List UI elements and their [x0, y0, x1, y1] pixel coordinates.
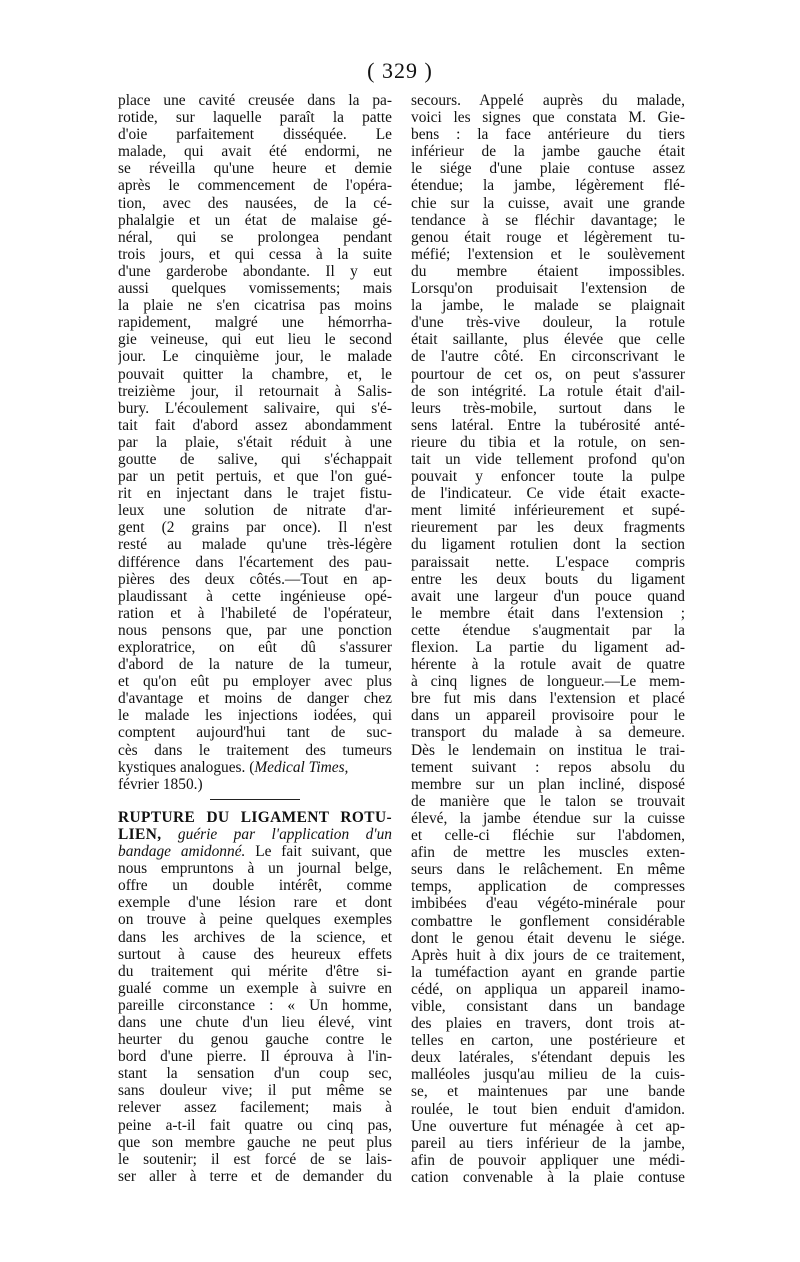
- text-line: le membre était dans l'extension ;: [411, 604, 685, 622]
- citation-line: [118, 759, 392, 776]
- text-line: de l'indicateur. Ce vide était exacte-: [411, 485, 685, 503]
- text-line: jour. Le cinquième jour, le malade: [118, 348, 392, 366]
- text-line: nous empruntons à un journal belge,: [118, 860, 392, 878]
- text-line: ment limité inférieurement et supé-: [411, 502, 685, 520]
- text-line: gualé comme un exemple à suivre en: [118, 979, 392, 997]
- text-line: exemple d'une lésion rare et dont: [118, 894, 392, 912]
- text-line: offre un double intérêt, comme: [118, 877, 392, 895]
- left-paragraph-2: [118, 860, 392, 1185]
- text-line: peine a-t-il fait quatre ou cinq pas,: [118, 1116, 392, 1134]
- text-line: d'une très-vive douleur, la rotule: [411, 314, 685, 332]
- text-line: place une cavité creusée dans la pa-: [118, 92, 392, 109]
- text-line: tendance à se fléchir davantage; le: [411, 211, 685, 229]
- text-line: bens : la face antérieure du tiers: [411, 126, 685, 144]
- text-line: la plaie ne s'en cicatrisa pas moins: [118, 297, 392, 315]
- text-line: resté au malade qu'une très-légère: [118, 536, 392, 554]
- section-subtitle-end: bandage amidonné.: [118, 843, 246, 861]
- text-line: chie sur la cuisse, avait une grande: [411, 194, 685, 212]
- text-line: de manière que le talon se trouvait: [411, 792, 685, 810]
- text-line: cès dans le traitement des tumeurs: [118, 741, 392, 759]
- text-line: Lorsqu'on produisait l'extension de: [411, 280, 685, 298]
- text-line: du membre étaient impossibles.: [411, 262, 685, 280]
- text-line: rapidement, malgré une hémorrha-: [118, 314, 392, 332]
- text-line: combattre le gonflement considérable: [411, 912, 685, 930]
- section-heading-line-2: [118, 826, 392, 843]
- text-line: la tuméfaction ayant en grande partie: [411, 963, 685, 981]
- text-line: stant la sensation d'un coup sec,: [118, 1065, 392, 1083]
- text-line: se, et maintenues par une bande: [411, 1083, 685, 1101]
- section-subtitle: guérie par l'application d'un: [161, 825, 392, 843]
- text-line: pouvait quitter la chambre, et, le: [118, 365, 392, 383]
- text-line: Une ouverture fut ménagée à cet ap-: [411, 1117, 685, 1135]
- text-line: que son membre gauche ne peut plus: [118, 1133, 392, 1151]
- text-line: tait un vide tellement profond qu'on: [411, 450, 685, 468]
- text-line: vible, consistant dans un bandage: [411, 997, 685, 1015]
- text-line: rotide, sur laquelle paraît la patte: [118, 109, 392, 127]
- text-line: trois jours, et qui cessa à la suite: [118, 245, 392, 263]
- section-heading-line-1: [118, 809, 392, 826]
- text-line: sans douleur vive; il put même se: [118, 1082, 392, 1100]
- text-line: deux latérales, s'étendant depuis les: [411, 1049, 685, 1067]
- text-line: de son intégrité. La rotule était d'ail-: [411, 382, 685, 400]
- text-line: cette étendue s'augmentait par la: [411, 621, 685, 639]
- text-line: dans une chute d'un lieu élevé, vint: [118, 1013, 392, 1031]
- text-line: aussi quelques vomissements; mais: [118, 280, 392, 298]
- text-line: flexion. La partie du ligament ad-: [411, 639, 685, 656]
- citation-date: février 1850.): [118, 775, 203, 793]
- text-line: différence dans l'écartement des pau-: [118, 553, 392, 571]
- text-line: leux une solution de nitrate d'ar-: [118, 502, 392, 520]
- text-line: Après huit à dix jours de ce traitement,: [411, 946, 685, 964]
- text-line: rieurement par les deux fragments: [411, 519, 685, 537]
- text-line: secours. Appelé auprès du malade,: [411, 92, 685, 109]
- text-line: était saillante, plus élevée que celle: [411, 331, 685, 349]
- text-line: d'avantage et moins de danger chez: [118, 690, 392, 708]
- text-line: goutte de salive, qui s'échappait: [118, 450, 392, 468]
- text-line: treizième jour, il retournait à Salis-: [118, 382, 392, 400]
- section-heading-line-3: [118, 843, 392, 860]
- text-line: hérente à la rotule avait de quatre: [411, 656, 685, 674]
- text-line: sens latéral. Entre la tubérosité anté-: [411, 416, 685, 434]
- text-line: se réveilla qu'une heure et demie: [118, 160, 392, 178]
- text-line: entre les deux bouts du ligament: [411, 570, 685, 588]
- text-line: temps, application de compresses: [411, 878, 685, 896]
- text-line: ration et à l'habileté de l'opérateur,: [118, 604, 392, 622]
- text-line: dans un appareil provisoire pour le: [411, 707, 685, 725]
- text-line: pareil au tiers inférieur de la jambe,: [411, 1134, 685, 1152]
- text-line: d'une garderobe abondante. Il y eut: [118, 262, 392, 280]
- text-line: comptent aujourd'hui tant de suc-: [118, 724, 392, 742]
- text-line: avait une largeur d'un pouce quand: [411, 587, 685, 605]
- text-line: on trouve à peine quelques exemples: [118, 911, 392, 929]
- text-line: des plaies en travers, dont trois at-: [411, 1015, 685, 1033]
- text-line: pourtour de cet os, on peut s'assurer: [411, 365, 685, 383]
- text-line: du ligament rotulien dont la section: [411, 536, 685, 554]
- text-line: rit en injectant dans le trajet fistu-: [118, 485, 392, 503]
- text-line: membre sur un plan incliné, disposé: [411, 775, 685, 793]
- paragraph-start: Le fait suivant, que: [245, 843, 392, 861]
- text-line: cation convenable à la plaie contuse: [411, 1168, 685, 1186]
- text-line: étendue; la jambe, légèrement flé-: [411, 177, 685, 195]
- citation-source: Medical Times,: [254, 758, 349, 776]
- section-heading: RUPTURE DU LIGAMENT ROTU-: [118, 808, 392, 826]
- text-line: relever assez facilement; mais à: [118, 1099, 392, 1117]
- text-line: pareille circonstance : « Un homme,: [118, 996, 392, 1014]
- text-line: à cinq lignes de longueur.—Le mem-: [411, 673, 685, 691]
- text-line: le siége d'une plaie contuse assez: [411, 160, 685, 178]
- text-line: et qu'on eût pu employer avec plus: [118, 673, 392, 691]
- text-line: tion, avec des nausées, de la cé-: [118, 194, 392, 212]
- text-line: dans les archives de la science, et: [118, 928, 392, 946]
- text-line: afin de mettre les muscles exten-: [411, 844, 685, 862]
- text-line: genou était rouge et légèrement tu-: [411, 228, 685, 246]
- citation-prefix: kystiques analogues. (: [118, 758, 255, 776]
- text-line: le soutenir; il est forcé de se lais-: [118, 1150, 392, 1168]
- text-line: heurter du genou gauche contre le: [118, 1031, 392, 1049]
- right-column: [411, 92, 685, 1186]
- text-line: nous pensons que, par une ponction: [118, 621, 392, 639]
- text-line: malléoles jusqu'au milieu de la cuis-: [411, 1066, 685, 1084]
- text-line: tement suivant : repos absolu du: [411, 758, 685, 776]
- section-heading-cont: LIEN,: [118, 825, 162, 843]
- text-line: plaudissant à cette ingénieuse opé-: [118, 587, 392, 605]
- page-number: ( 329 ): [367, 58, 433, 83]
- text-line: pouvait y enfoncer toute la pulpe: [411, 468, 685, 486]
- text-line: tait fait d'abord assez abondamment: [118, 416, 392, 434]
- text-line: telles en carton, une postérieure et: [411, 1032, 685, 1050]
- text-line: après le commencement de l'opéra-: [118, 177, 392, 195]
- text-line: phalalgie et un état de malaise gé-: [118, 211, 392, 229]
- text-line: roulée, le tout bien enduit d'amidon.: [411, 1100, 685, 1118]
- text-line: la jambe, le malade se plaignait: [411, 297, 685, 315]
- text-line: gie veineuse, qui eut lieu le second: [118, 331, 392, 349]
- text-line: cédé, on appliqua un appareil inamo-: [411, 980, 685, 998]
- text-line: rieure du tibia et la rotule, on sen-: [411, 433, 685, 451]
- text-line: d'abord de la nature de la tumeur,: [118, 656, 392, 674]
- text-line: par un petit pertuis, et que l'on gué-: [118, 468, 392, 486]
- text-line: par la plaie, s'était réduit à une: [118, 433, 392, 451]
- text-line: le malade les injections iodées, qui: [118, 707, 392, 725]
- text-line: voici les signes que constata M. Gie-: [411, 109, 685, 127]
- text-line: inférieur de la jambe gauche était: [411, 143, 685, 161]
- text-line: néral, qui se prolongea pendant: [118, 228, 392, 246]
- text-line: paraissait nette. L'espace compris: [411, 553, 685, 571]
- text-line: afin de pouvoir appliquer une médi-: [411, 1151, 685, 1169]
- text-line: bord d'une pierre. Il éprouva à l'in-: [118, 1048, 392, 1066]
- text-line: surtout à cause des heureux effets: [118, 945, 392, 963]
- text-line: transport du malade à sa demeure.: [411, 724, 685, 742]
- text-line: bury. L'écoulement salivaire, qui s'é-: [118, 399, 392, 417]
- text-line: du traitement qui mérite d'être si-: [118, 962, 392, 980]
- text-line: leurs très-mobile, surtout dans le: [411, 399, 685, 417]
- text-line: bre fut mis dans l'extension et placé: [411, 690, 685, 708]
- left-column: [118, 92, 392, 1185]
- text-line: et celle-ci fléchie sur l'abdomen,: [411, 827, 685, 845]
- text-line: seurs dans le relâchement. En même: [411, 861, 685, 879]
- text-line: imbibées d'eau végéto-minérale pour: [411, 895, 685, 913]
- text-line: méfié; l'extension et le soulèvement: [411, 245, 685, 263]
- section-divider: [210, 799, 300, 800]
- text-line: pières des deux côtés.—Tout en ap-: [118, 570, 392, 588]
- text-line: malade, qui avait été endormi, ne: [118, 143, 392, 161]
- right-paragraph: [411, 92, 685, 1186]
- text-line: dont le genou était devenu le siége.: [411, 929, 685, 947]
- text-line: gent (2 grains par once). Il n'est: [118, 519, 392, 537]
- text-line: exploratrice, on eût dû s'assurer: [118, 639, 392, 656]
- left-paragraph-1: [118, 92, 392, 759]
- text-line: d'oie parfaitement disséquée. Le: [118, 126, 392, 144]
- text-line: Dès le lendemain on institua le trai-: [411, 741, 685, 759]
- text-line: élevé, la jambe étendue sur la cuisse: [411, 809, 685, 827]
- text-line: de l'autre côté. En circonscrivant le: [411, 348, 685, 366]
- text-line: ser aller à terre et de demander du: [118, 1167, 392, 1185]
